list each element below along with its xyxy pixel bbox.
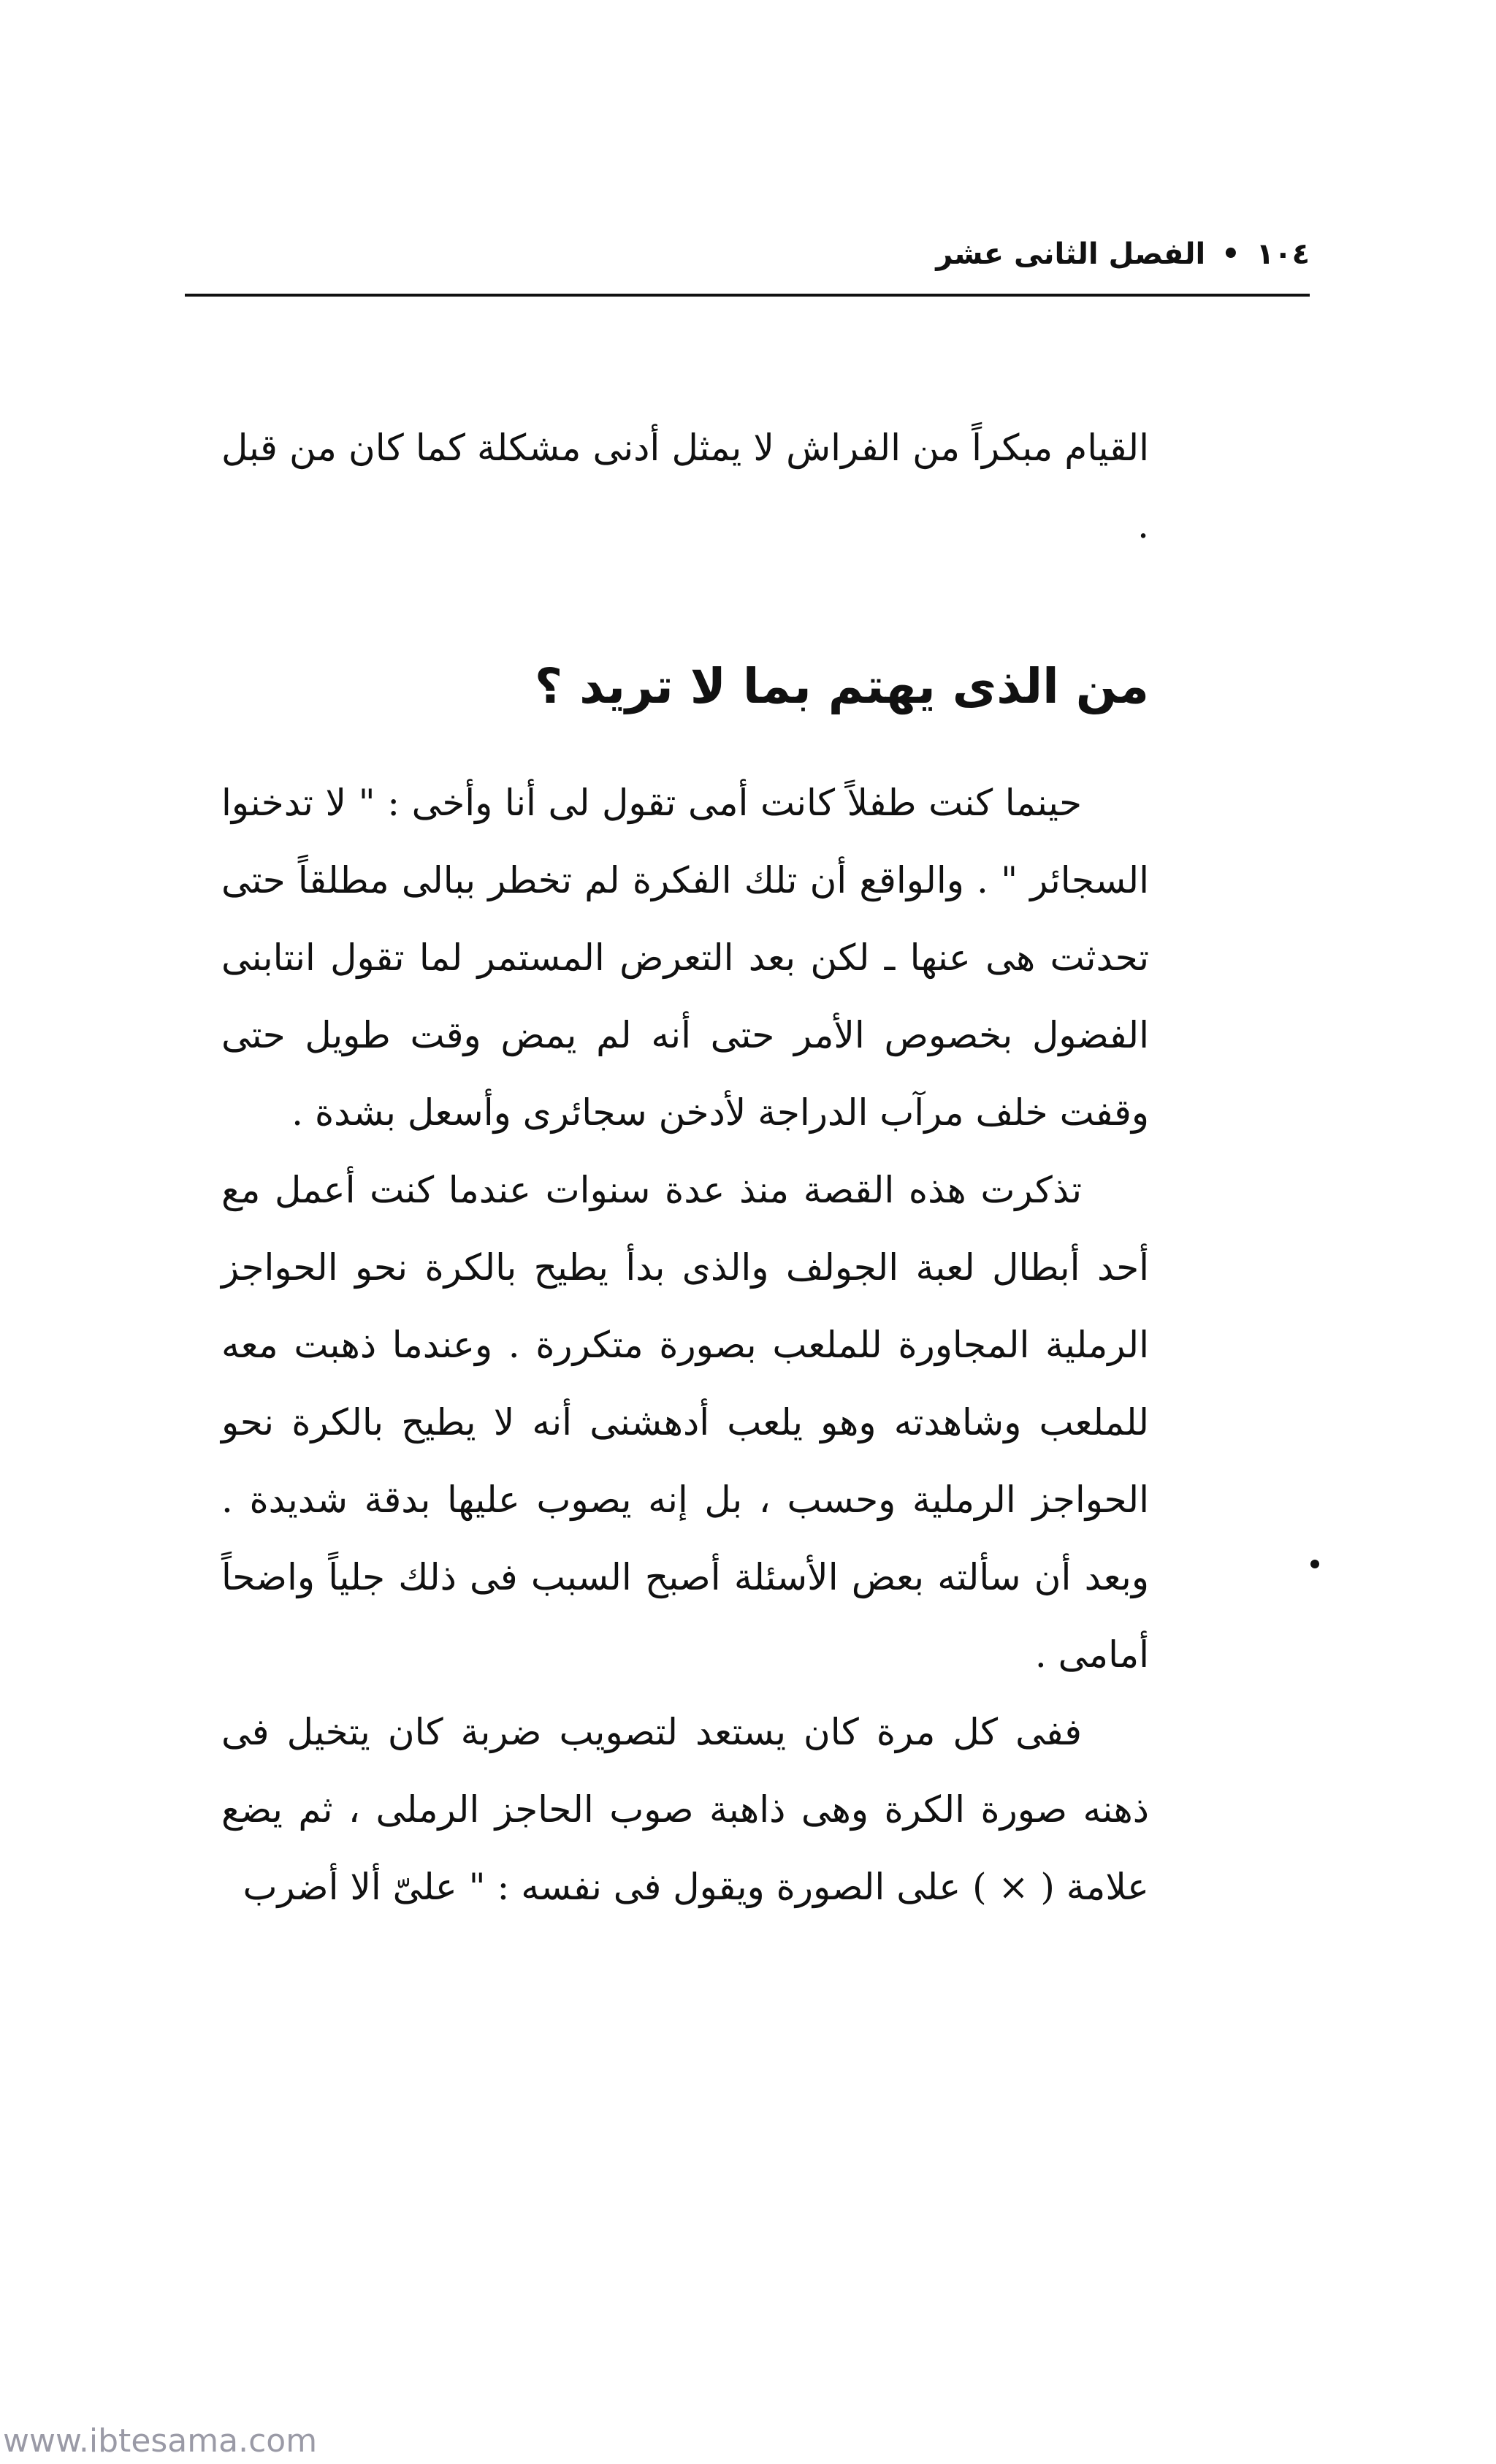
paragraph-1: حينما كنت طفلاً كانت أمى تقول لى أنا وأخى : " لا تدخنوا السجائر " . والواقع أن تلك الفكرة لم تخطر ببالى مطلقاً حتى تحدثت هى عنها ـ لكن بعد التعرض المستمر لما تقول انتابنى الفضول بخصوص الأمر حتى أنه لم يمض وقت طويل حتى وقفت خلف مرآب الدراجة لأدخن سجائرى وأسعل بشدة . <box>221 782 1149 1134</box>
watermark-url: www.ibtesama.com <box>3 2422 318 2460</box>
header-separator: • <box>1221 237 1240 271</box>
header-rule <box>185 294 1310 297</box>
paragraph-3: ففى كل مرة كان يستعد لتصويب ضربة كان يتخيل فى ذهنه صورة الكرة وهى ذاهبة صوب الحاجز الرملى ، ثم يضع علامة ( × ) على الصورة ويقول فى نفسه : " علىّ ألا أضرب <box>221 1711 1149 1908</box>
section-body <box>221 764 1149 1926</box>
margin-dot <box>1310 1560 1319 1568</box>
intro-paragraph: القيام مبكراً من الفراش لا يمثل أدنى مشكلة كما كان من قبل . <box>221 427 1149 546</box>
chapter-title: الفصل الثانى عشر <box>936 237 1206 271</box>
page-body <box>221 409 1149 1926</box>
paragraph-2: تذكرت هذه القصة منذ عدة سنوات عندما كنت أعمل مع أحد أبطال لعبة الجولف والذى بدأ يطيح بالكرة نحو الحواجز الرملية المجاورة للملعب بصورة متكررة . وعندما ذهبت معه للملعب وشاهدته وهو يلعب أدهشنى أنه لا يطيح بالكرة نحو الحواجز الرملية وحسب ، بل إنه يصوب عليها بدقة شديدة . وبعد أن سألته بعض الأسئلة أصبح السبب فى ذلك جلياً واضحاً أمامى . <box>221 1169 1149 1676</box>
header-line <box>936 232 1310 276</box>
section-heading: من الذى يهتم بما لا تريد ؟ <box>534 658 1149 714</box>
running-header <box>185 232 1310 291</box>
page-number: ١٠٤ <box>1256 237 1310 271</box>
